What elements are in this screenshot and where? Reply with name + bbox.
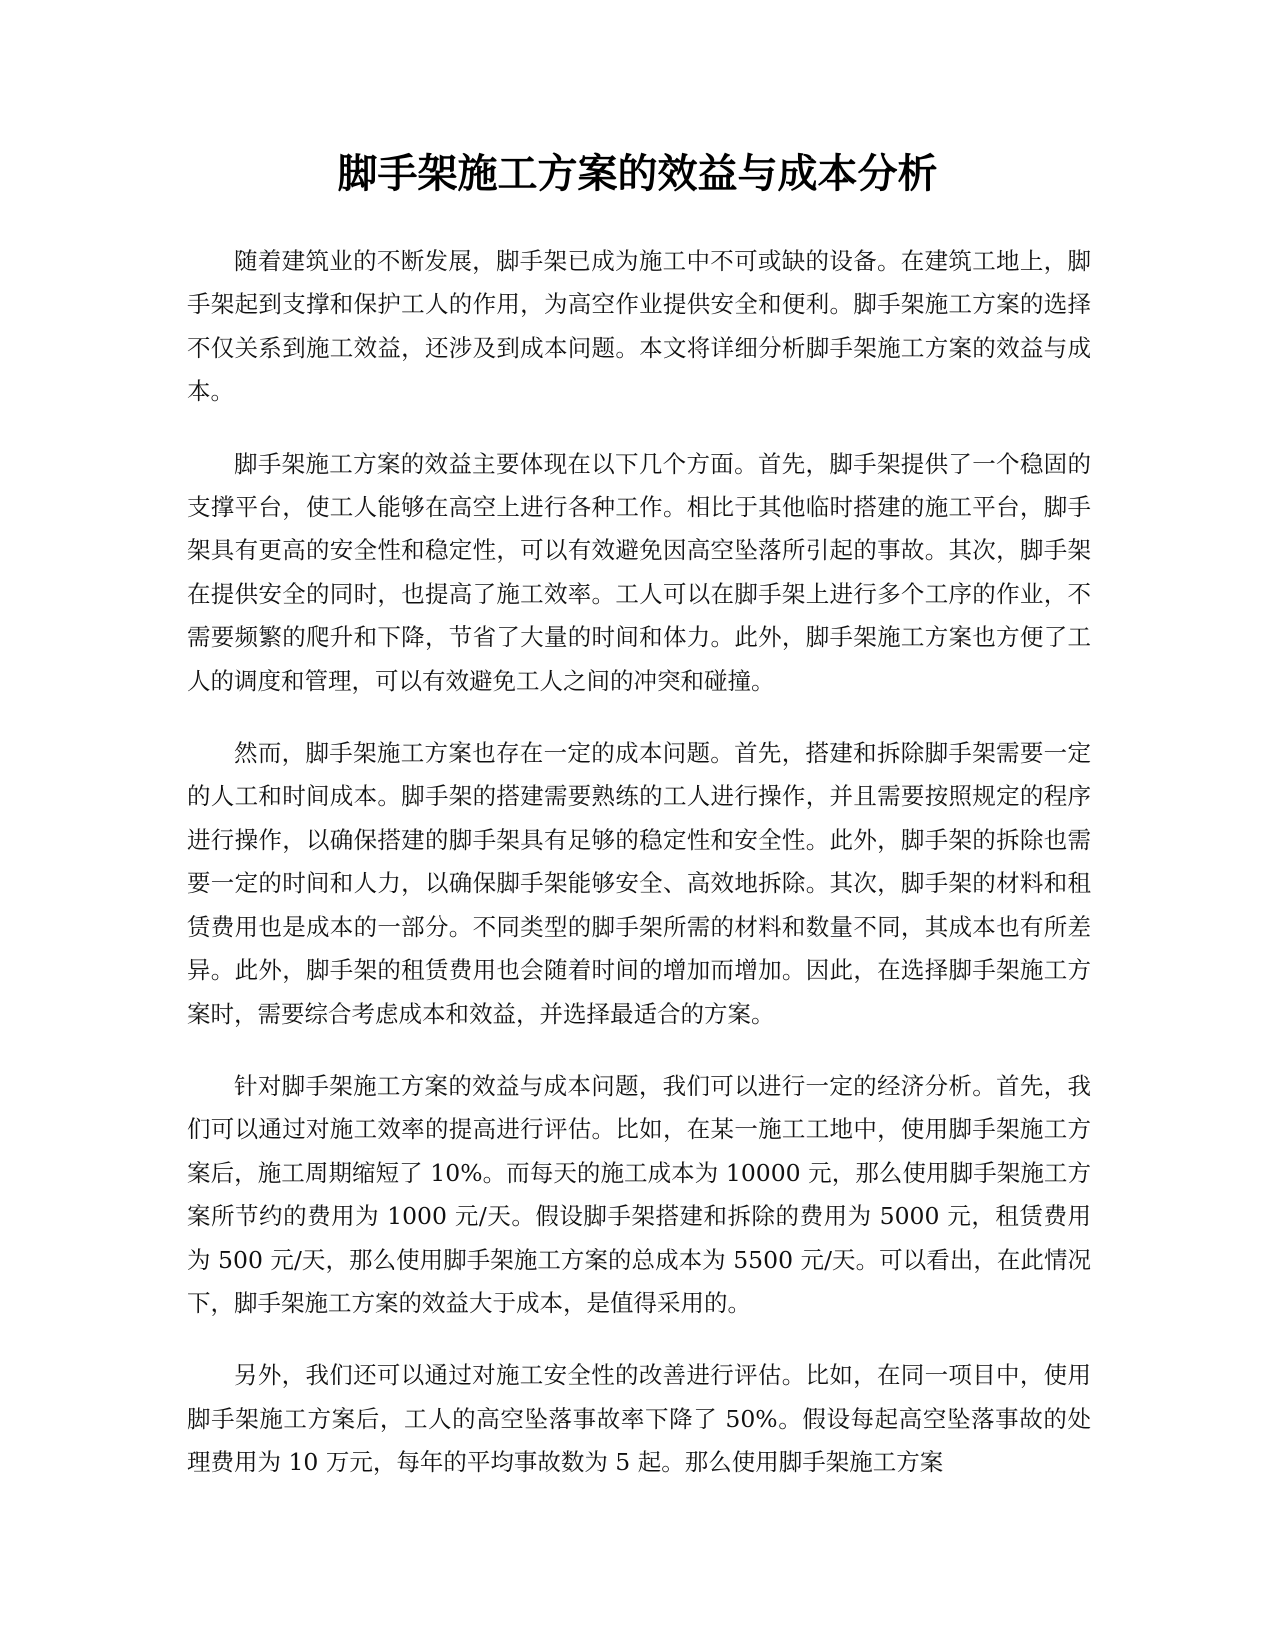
document-body xyxy=(187,240,1091,1514)
document-title: 脚手架施工方案的效益与成本分析 xyxy=(337,151,938,197)
paragraph-safety-analysis: 另外，我们还可以通过对施工安全性的改善进行评估。比如，在同一项目中，使用脚手架施工方案后，工人的高空坠落事故率下降了 50%。假设每起高空坠落事故的处理费用为 10 万元，每年的平均事故数为 5 起。那么使用脚手架施工方案 xyxy=(187,1361,1091,1477)
paragraph-benefits: 脚手架施工方案的效益主要体现在以下几个方面。首先，脚手架提供了一个稳固的支撑平台，使工人能够在高空上进行各种工作。相比于其他临时搭建的施工平台，脚手架具有更高的安全性和稳定性，可以有效避免因高空坠落所引起的事故。其次，脚手架在提供安全的同时，也提高了施工效率。工人可以在脚手架上进行多个工序的作业，不需要频繁的爬升和下降，节省了大量的时间和体力。此外，脚手架施工方案也方便了工人的调度和管理，可以有效避免工人之间的冲突和碰撞。 xyxy=(187,449,1091,695)
paragraph-costs: 然而，脚手架施工方案也存在一定的成本问题。首先，搭建和拆除脚手架需要一定的人工和时间成本。脚手架的搭建需要熟练的工人进行操作，并且需要按照规定的程序进行操作，以确保搭建的脚手架具有足够的稳定性和安全性。此外，脚手架的拆除也需要一定的时间和人力，以确保脚手架能够安全、高效地拆除。其次，脚手架的材料和租赁费用也是成本的一部分。不同类型的脚手架所需的材料和数量不同，其成本也有所差异。此外，脚手架的租赁费用也会随着时间的增加而增加。因此，在选择脚手架施工方案时，需要综合考虑成本和效益，并选择最适合的方案。 xyxy=(187,739,1091,1028)
paragraph-economic-analysis: 针对脚手架施工方案的效益与成本问题，我们可以进行一定的经济分析。首先，我们可以通过对施工效率的提高进行评估。比如，在某一施工工地中，使用脚手架施工方案后，施工周期缩短了 10%。而每天的施工成本为 10000 元，那么使用脚手架施工方案所节约的费用为 1000 元/天。假设脚手架搭建和拆除的费用为 5000 元，租赁费用为 500 元/天，那么使用脚手架施工方案的总成本为 5500 元/天。可以看出，在此情况下，脚手架施工方案的效益大于成本，是值得采用的。 xyxy=(187,1071,1091,1317)
paragraph-intro: 随着建筑业的不断发展，脚手架已成为施工中不可或缺的设备。在建筑工地上，脚手架起到支撑和保护工人的作用，为高空作业提供安全和便利。脚手架施工方案的选择不仅关系到施工效益，还涉及到成本问题。本文将详细分析脚手架施工方案的效益与成本。 xyxy=(187,247,1091,406)
